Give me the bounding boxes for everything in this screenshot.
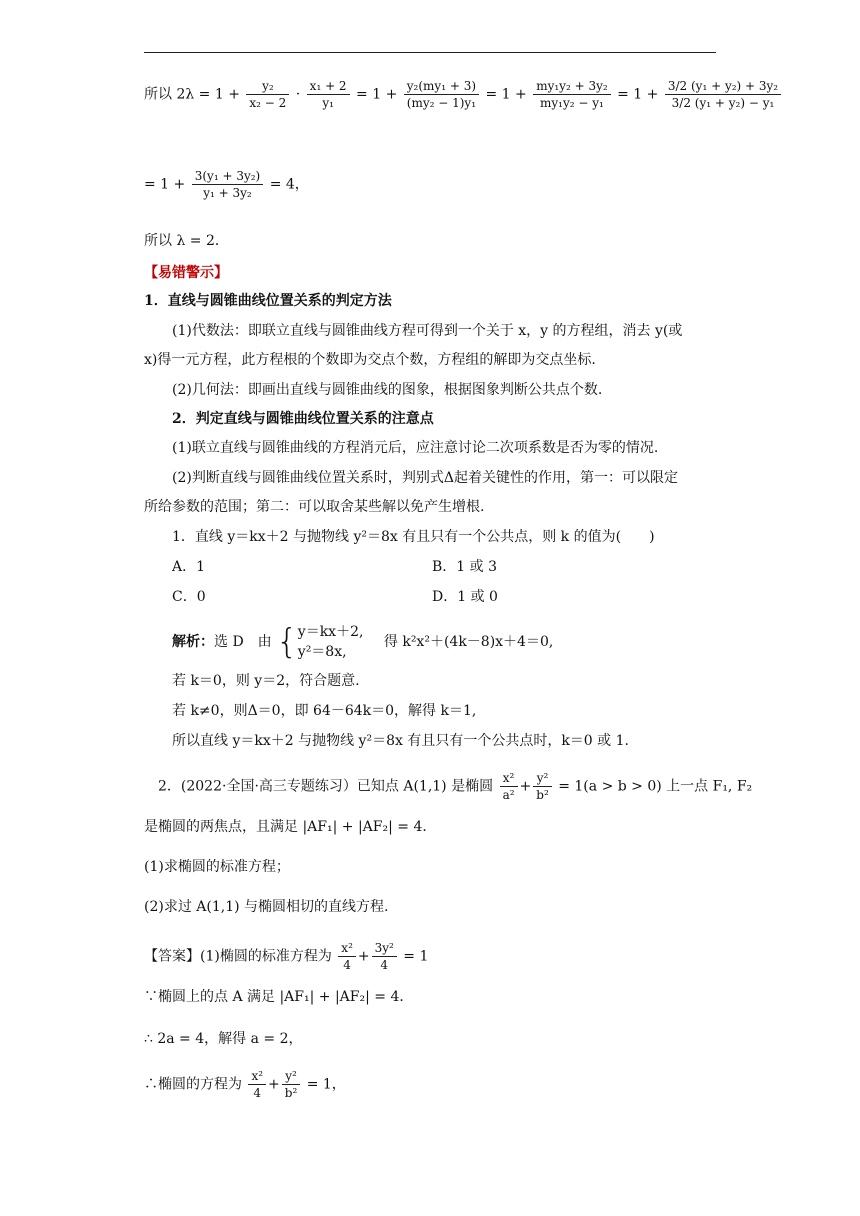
warning-heading-1: 1．直线与圆锥曲线位置关系的判定方法 [144, 293, 392, 309]
solution-label: 解析： [172, 634, 214, 650]
warning-paragraph: (1)联立直线与圆锥曲线的方程消元后，应注意讨论二次项系数是否为零的情况. [172, 440, 659, 456]
fraction: $\frac{\text{y²}}{\text{b²}}$ [533, 770, 552, 803]
text: = 1 + [617, 86, 659, 103]
option-c: C．0 [172, 589, 206, 605]
warning-paragraph: x)得一元方程，此方程根的个数即为交点个数，方程组的解即为交点坐标. [144, 352, 596, 368]
text: 选 D 由 [214, 634, 272, 650]
warning-paragraph: (1)代数法：即联立直线与圆锥曲线方程可得到一个关于 x，y 的方程组，消去 y(或 [172, 323, 683, 339]
text: = 4， [269, 176, 309, 193]
question-2-stem: 2．(2022·全国·高三专题练习）已知点 A(1,1) 是椭圆 $\frac{\text{x²}}{\text{a²}}$ + $\frac{\text{y²}}{\text{b²}}$ = 1(a > b > 0) 上一点 F₁, F₂ [158, 771, 753, 802]
fraction: $\frac{\text{x²}}{4}$ [338, 940, 356, 973]
text: = 1(a > b > 0) 上一点 F₁, F₂ [558, 778, 753, 795]
option-a: A．1 [172, 559, 206, 575]
text: = 1 + [144, 176, 186, 193]
text: 得 k²x²＋(4k－8)x＋4＝0, [383, 634, 554, 650]
question-1-solution [172, 622, 553, 662]
warning-heading-2: 2．判定直线与圆锥曲线位置关系的注意点 [172, 411, 434, 427]
text: = 1 [403, 948, 429, 965]
left-brace-icon: { [276, 622, 298, 662]
fraction: $\frac{\text{y₂(my₁ + 3)}}{\text{(my₂ − 1)y₁}}$ [404, 78, 479, 111]
option-b: B．1 或 3 [432, 559, 498, 575]
fraction: $\frac{\text{3y²}}{4}$ [372, 940, 397, 973]
text: 【答案】(1)椭圆的标准方程为 [144, 948, 332, 965]
text: = 1 + [485, 86, 527, 103]
fraction: $\frac{\text{3/2 (y₁ + y₂) + 3y₂}}{\text{3/2 (y₁ + y₂) − y₁}}$ [665, 78, 781, 111]
text: · [295, 86, 301, 103]
warning-paragraph: 所给参数的范围；第二：可以取舍某些解以免产生增根. [144, 499, 485, 515]
solution-line-2 [144, 168, 309, 201]
warning-title: 【易错警示】 [144, 265, 228, 281]
text: 2．(2022·全国·高三专题练习）已知点 A(1,1) 是椭圆 [158, 778, 494, 795]
option-d: D．1 或 0 [432, 589, 498, 605]
text: ∴椭圆的方程为 [144, 1076, 242, 1093]
fraction: $\frac{\text{x₁ + 2}}{\text{y₁}}$ [307, 78, 350, 111]
answer-line: 【答案】(1)椭圆的标准方程为 $\frac{\text{x²}}{4}$ + $\frac{\text{3y²}}{4}$ = 1 [144, 941, 429, 972]
warning-paragraph: (2)几何法：即画出直线与圆锥曲线的图象，根据图象判断公共点个数. [172, 382, 603, 398]
header-divider [144, 52, 716, 53]
fraction: $\frac{\text{y²}}{\text{b²}}$ [282, 1068, 301, 1101]
solution-step: 所以直线 y＝kx＋2 与抛物线 y²＝8x 有且只有一个公共点时，k＝0 或 1. [172, 733, 629, 749]
answer-step: ∴椭圆的方程为 $\frac{\text{x²}}{4}$ + $\frac{\text{y²}}{\text{b²}}$ = 1， [144, 1069, 346, 1100]
text: = 1 + [356, 86, 398, 103]
solution-line-3: 所以 λ = 2． [144, 233, 229, 249]
text: 所以 2λ = 1 + [144, 86, 240, 103]
solution-step: 若 k＝0，则 y＝2，符合题意. [172, 673, 360, 689]
solution-step: 若 k≠0，则Δ＝0，即 64－64k＝0，解得 k＝1, [172, 703, 477, 719]
question-2-part-1: (1)求椭圆的标准方程； [144, 859, 290, 875]
text: = 1， [306, 1076, 346, 1093]
answer-step: ∵椭圆上的点 A 满足 |AF₁| + |AF₂| = 4． [144, 989, 414, 1005]
answer-step: ∴ 2a = 4，解得 a = 2， [144, 1031, 303, 1047]
fraction: $\frac{\text{x²}}{\text{a²}}$ [500, 770, 518, 803]
question-2-stem-cont: 是椭圆的两焦点，且满足 |AF₁| + |AF₂| = 4． [144, 819, 437, 835]
question-2-part-2: (2)求过 A(1,1) 与椭圆相切的直线方程. [144, 899, 389, 915]
solution-line-1 [144, 78, 783, 111]
fraction: $\frac{\text{y₂}}{\text{x₂ − 2}}$ [246, 78, 289, 111]
fraction: $\frac{\text{3(y₁ + 3y₂)}}{\text{y₁ + 3y₂}}$ [192, 168, 264, 201]
question-1-stem: 1．直线 y＝kx＋2 与抛物线 y²＝8x 有且只有一个公共点，则 k 的值为( ) [172, 529, 655, 545]
equation-system: y＝kx＋2, y²＝8x, [297, 624, 364, 660]
warning-paragraph: (2)判断直线与圆锥曲线位置关系时，判别式Δ起着关键性的作用，第一：可以限定 [172, 470, 678, 486]
fraction: $\frac{\text{my₁y₂ + 3y₂}}{\text{my₁y₂ − y₁}}$ [533, 78, 610, 111]
fraction: $\frac{\text{x²}}{4}$ [248, 1068, 266, 1101]
